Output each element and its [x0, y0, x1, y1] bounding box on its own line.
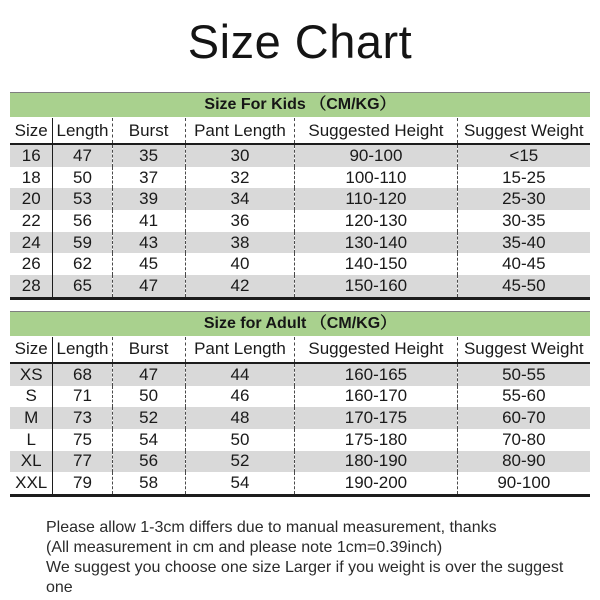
note-line-1: Please allow 1-3cm differs due to manual measurement, thanks [46, 518, 497, 536]
size-row-18 [10, 167, 590, 189]
measurement-cell: 100-110 [295, 167, 457, 189]
kids-table-head [10, 118, 590, 144]
column-header-pant-length: Pant Length [185, 337, 295, 363]
measurement-cell: 52 [112, 407, 185, 429]
measurement-cell: 44 [185, 363, 295, 386]
measurement-cell: 59 [53, 232, 112, 254]
measurement-cell: 65 [53, 275, 112, 298]
size-label-cell: 18 [21, 167, 41, 187]
measurement-cell: 180-190 [295, 451, 457, 473]
adult-size-section [10, 311, 590, 497]
measurement-cell: 110-120 [295, 188, 457, 210]
size-row-28 [10, 275, 590, 298]
size-label-cell: 16 [21, 145, 41, 165]
adult-table-head [10, 337, 590, 363]
size-label-cell: XL [20, 451, 42, 471]
measurement-cell: 25-30 [457, 188, 590, 210]
measurement-cell: 15-25 [457, 167, 590, 189]
measurement-cell: 39 [112, 188, 185, 210]
measurement-cell: 36 [185, 210, 295, 232]
measurement-cell: 160-170 [295, 386, 457, 408]
measurement-cell: 58 [112, 472, 185, 495]
size-label-cell: 28 [21, 275, 41, 295]
column-header-suggest-weight: Suggest Weight [457, 337, 590, 363]
measurement-cell: 62 [53, 253, 112, 275]
kids-size-table [10, 118, 590, 300]
measurement-cell: 37 [112, 167, 185, 189]
adult-size-table [10, 337, 590, 497]
size-row-26 [10, 253, 590, 275]
measurement-cell: 54 [185, 472, 295, 495]
measurement-cell: 32 [185, 167, 295, 189]
measurement-cell: 55-60 [457, 386, 590, 408]
column-header-length: Length [53, 118, 112, 144]
measurement-cell: 30-35 [457, 210, 590, 232]
measurement-cell: 40-45 [457, 253, 590, 275]
size-label-cell: S [25, 386, 37, 406]
column-header-suggested-height: Suggested Height [295, 118, 457, 144]
kids-section-header: Size For Kids （CM/KG） [10, 92, 590, 117]
measurement-cell: 56 [53, 210, 112, 232]
measurement-cell: 40 [185, 253, 295, 275]
size-label-cell: XS [19, 364, 43, 384]
measurement-cell: 50 [53, 167, 112, 189]
size-row-xs [10, 363, 590, 386]
measurement-cell: 70-80 [457, 429, 590, 451]
size-row-20 [10, 188, 590, 210]
column-header-length: Length [53, 337, 112, 363]
measurement-cell: 68 [53, 363, 112, 386]
measurement-cell: 30 [185, 144, 295, 167]
measurement-cell: 45 [112, 253, 185, 275]
measurement-cell: 45-50 [457, 275, 590, 298]
measurement-cell: 47 [112, 363, 185, 386]
size-row-s [10, 386, 590, 408]
column-header-size: Size [10, 337, 53, 363]
measurement-cell: 73 [53, 407, 112, 429]
size-label-cell: 22 [21, 210, 41, 230]
measurement-cell: 150-160 [295, 275, 457, 298]
measurement-cell: 50 [185, 429, 295, 451]
size-row-m [10, 407, 590, 429]
measurement-cell: 170-175 [295, 407, 457, 429]
measurement-cell: 130-140 [295, 232, 457, 254]
measurement-cell: 56 [112, 451, 185, 473]
measurement-cell: 53 [53, 188, 112, 210]
note-line-3: We suggest you choose one size Larger if you weight is over the suggest one [46, 558, 564, 596]
measurement-notes [46, 518, 580, 598]
kids-size-section [10, 92, 590, 300]
measurement-cell: <15 [457, 144, 590, 167]
column-header-size: Size [10, 118, 53, 144]
measurement-cell: 90-100 [295, 144, 457, 167]
size-row-xxl [10, 472, 590, 495]
measurement-cell: 35 [112, 144, 185, 167]
column-header-suggest-weight: Suggest Weight [457, 118, 590, 144]
measurement-cell: 60-70 [457, 407, 590, 429]
size-label-cell: L [26, 429, 36, 449]
measurement-cell: 160-165 [295, 363, 457, 386]
measurement-cell: 43 [112, 232, 185, 254]
kids-header-row [10, 118, 590, 144]
measurement-cell: 54 [112, 429, 185, 451]
measurement-cell: 41 [112, 210, 185, 232]
size-label-cell: 20 [21, 189, 41, 209]
measurement-cell: 140-150 [295, 253, 457, 275]
size-label-cell: 24 [21, 232, 41, 252]
measurement-cell: 35-40 [457, 232, 590, 254]
measurement-cell: 79 [53, 472, 112, 495]
column-header-burst: Burst [112, 337, 185, 363]
measurement-cell: 48 [185, 407, 295, 429]
size-row-xl [10, 451, 590, 473]
measurement-cell: 46 [185, 386, 295, 408]
kids-table-body [10, 144, 590, 298]
column-header-burst: Burst [112, 118, 185, 144]
size-label-cell: 26 [21, 254, 41, 274]
size-label-cell: XXL [15, 473, 48, 493]
measurement-cell: 77 [53, 451, 112, 473]
measurement-cell: 47 [53, 144, 112, 167]
measurement-cell: 47 [112, 275, 185, 298]
measurement-cell: 50-55 [457, 363, 590, 386]
measurement-cell: 71 [53, 386, 112, 408]
page-title: Size Chart [187, 15, 413, 68]
size-row-16 [10, 144, 590, 167]
tables-container [10, 92, 590, 497]
size-row-l [10, 429, 590, 451]
note-line-2: (All measurement in cm and please note 1cm=0.39inch) [46, 538, 443, 556]
measurement-cell: 34 [185, 188, 295, 210]
adult-table-body [10, 363, 590, 496]
measurement-cell: 52 [185, 451, 295, 473]
column-header-suggested-height: Suggested Height [295, 337, 457, 363]
size-row-24 [10, 232, 590, 254]
measurement-cell: 90-100 [457, 472, 590, 495]
measurement-cell: 38 [185, 232, 295, 254]
adult-header-row [10, 337, 590, 363]
measurement-cell: 120-130 [295, 210, 457, 232]
measurement-cell: 190-200 [295, 472, 457, 495]
size-label-cell: M [24, 408, 39, 428]
column-header-pant-length: Pant Length [185, 118, 295, 144]
adult-section-header: Size for Adult （CM/KG） [10, 311, 590, 336]
measurement-cell: 75 [53, 429, 112, 451]
size-row-22 [10, 210, 590, 232]
measurement-cell: 175-180 [295, 429, 457, 451]
size-chart-page [0, 12, 600, 600]
measurement-cell: 42 [185, 275, 295, 298]
measurement-cell: 80-90 [457, 451, 590, 473]
measurement-cell: 50 [112, 386, 185, 408]
